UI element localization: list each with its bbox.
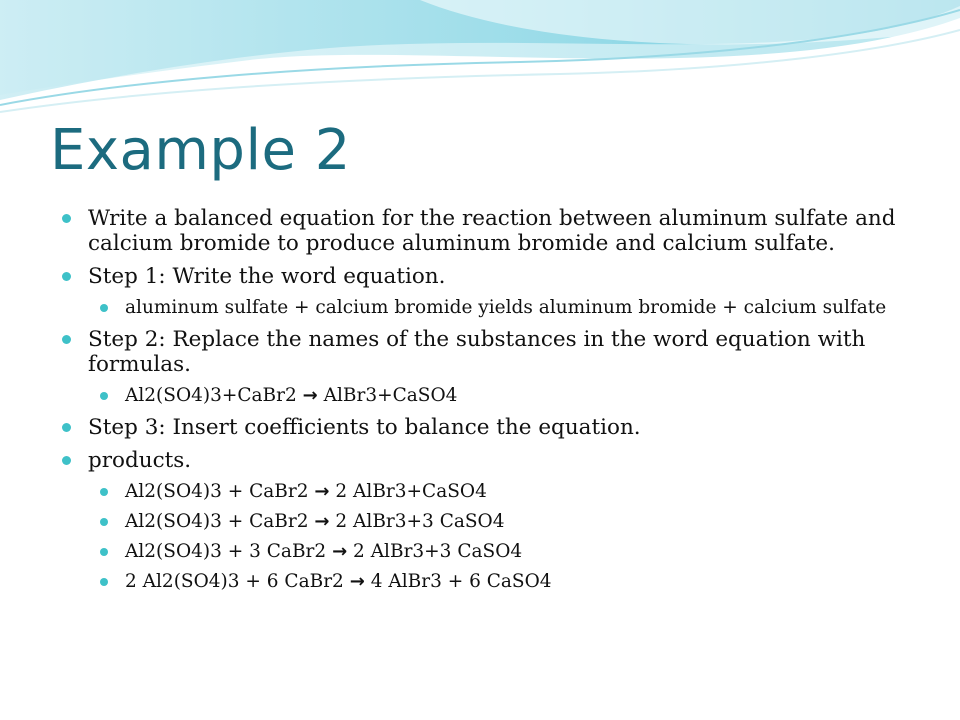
equation-reactants: Al2(SO4)3 + CaBr2 bbox=[125, 511, 309, 532]
sub-bullet-balance-3 bbox=[62, 541, 922, 563]
yields-arrow-icon: → bbox=[349, 571, 365, 592]
bullet-dot-icon bbox=[100, 304, 108, 312]
equation-reactants: Al2(SO4)3 + CaBr2 bbox=[125, 481, 309, 502]
yields-arrow-icon: → bbox=[302, 385, 318, 406]
bullet-dot-icon bbox=[62, 456, 71, 465]
equation-products: AlBr3+CaSO4 bbox=[323, 385, 458, 406]
sub-bullet-balance-1 bbox=[62, 481, 922, 503]
equation-reactants: Al2(SO4)3 + 3 CaBr2 bbox=[125, 541, 327, 562]
bullet-dot-icon bbox=[62, 335, 71, 344]
bullet-dot-icon bbox=[100, 488, 108, 496]
header-wave-decoration bbox=[0, 0, 960, 130]
bullet-dot-icon bbox=[100, 518, 108, 526]
equation-reactants: Al2(SO4)3+CaBr2 bbox=[125, 385, 297, 406]
bullet-dot-icon bbox=[100, 548, 108, 556]
equation-products: 2 AlBr3+3 CaSO4 bbox=[353, 541, 523, 562]
bullet-dot-icon bbox=[62, 214, 71, 223]
bullet-item-step1 bbox=[62, 264, 922, 289]
slide-title: Example 2 bbox=[50, 118, 351, 183]
bullet-text: Step 2: Replace the names of the substances in the word equation with formulas. bbox=[88, 327, 866, 377]
bullet-text: aluminum sulfate + calcium bromide yields aluminum bromide + calcium sulfate bbox=[125, 297, 887, 318]
bullet-dot-icon bbox=[100, 392, 108, 400]
bullet-dot-icon bbox=[62, 423, 71, 432]
bullet-item-step2 bbox=[62, 327, 922, 377]
equation-products: 4 AlBr3 + 6 CaSO4 bbox=[370, 571, 552, 592]
bullet-text: products. bbox=[88, 448, 192, 473]
bullet-item-products bbox=[62, 448, 922, 473]
bullet-item-step3 bbox=[62, 415, 922, 440]
sub-bullet-word-equation bbox=[62, 297, 922, 319]
yields-arrow-icon: → bbox=[314, 511, 330, 532]
bullet-dot-icon bbox=[100, 578, 108, 586]
sub-bullet-balance-4 bbox=[62, 571, 922, 593]
yields-arrow-icon: → bbox=[314, 481, 330, 502]
sub-bullet-balance-2 bbox=[62, 511, 922, 533]
equation-products: 2 AlBr3+CaSO4 bbox=[335, 481, 487, 502]
bullet-text: Step 1: Write the word equation. bbox=[88, 264, 446, 289]
equation-products: 2 AlBr3+3 CaSO4 bbox=[335, 511, 505, 532]
bullet-text: Step 3: Insert coefficients to balance the equation. bbox=[88, 415, 641, 440]
equation-reactants: 2 Al2(SO4)3 + 6 CaBr2 bbox=[125, 571, 344, 592]
bullet-item-intro bbox=[62, 206, 922, 256]
bullet-dot-icon bbox=[62, 272, 71, 281]
sub-bullet-formula-equation bbox=[62, 385, 922, 407]
yields-arrow-icon: → bbox=[332, 541, 348, 562]
bullet-text: Write a balanced equation for the reaction between aluminum sulfate and calcium bromide to produce aluminum bromide and calcium sulfate. bbox=[88, 206, 896, 256]
bullet-list bbox=[62, 206, 922, 601]
